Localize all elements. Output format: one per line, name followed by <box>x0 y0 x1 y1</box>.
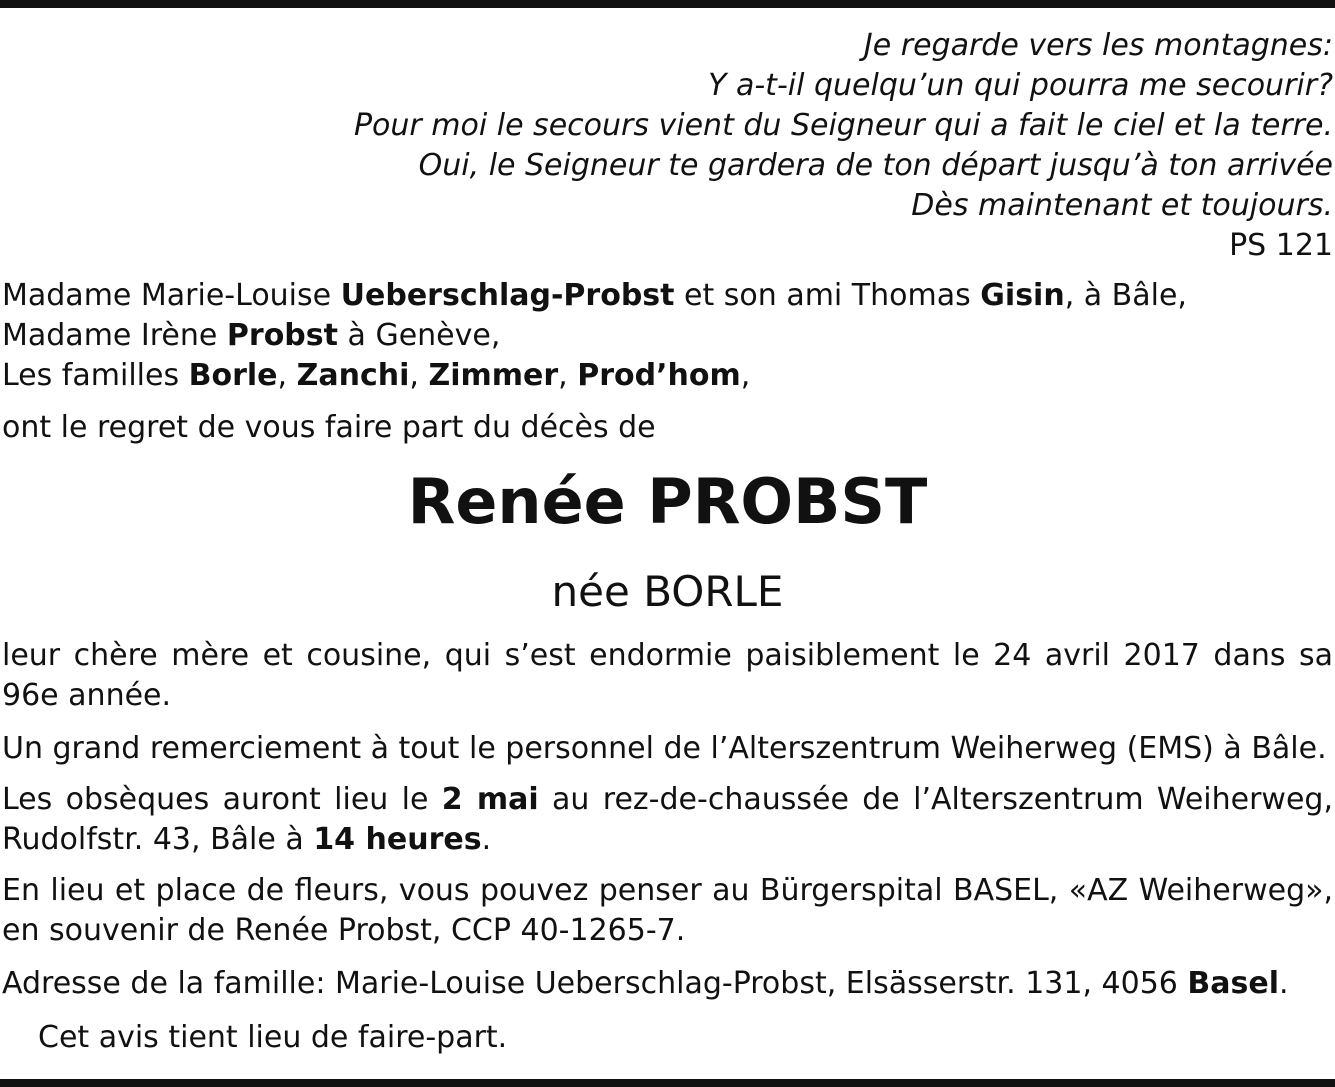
family-surname: Gisin <box>980 278 1065 313</box>
family-line-3 <box>2 356 1333 396</box>
psalm-reference: PS 121 <box>1229 228 1333 263</box>
funeral-date: 2 mai <box>441 782 539 817</box>
psalm-line: Dès maintenant et toujours. <box>911 188 1333 223</box>
announcement-text: ont le regret de vous faire part du décès de <box>2 410 656 445</box>
body-text: au rez-de-chaussée de l’Alterszentrum Weiherweg, Rudolfstr. 43, Bâle à <box>2 782 1333 857</box>
family-surname: Zanchi <box>296 358 410 393</box>
body-paragraph-3 <box>2 780 1333 860</box>
family-text: Les familles <box>2 358 189 393</box>
funeral-time: 14 heures <box>313 822 482 857</box>
top-border-rule <box>0 0 1335 8</box>
psalm-line: Oui, le Seigneur te gardera de ton départ jusqu’à ton arrivée <box>418 148 1333 183</box>
family-text: Madame Irène <box>2 318 227 353</box>
family-list <box>2 276 1333 396</box>
family-surname: Probst <box>226 318 338 353</box>
bottom-border-rule <box>0 1079 1335 1087</box>
family-text: , <box>558 358 578 393</box>
family-text: , <box>740 358 751 393</box>
body-text: Les obsèques auront lieu le <box>2 782 442 817</box>
deceased-name: Renée PROBST <box>407 465 928 538</box>
family-text: et son ami Thomas <box>674 278 981 313</box>
family-surname: Borle <box>188 358 278 393</box>
family-text: , <box>277 358 297 393</box>
closing-note: Cet avis tient lieu de faire-part. <box>38 1020 508 1055</box>
family-text: Madame Marie-Louise <box>2 278 341 313</box>
body-paragraph-1: leur chère mère et cousine, qui s’est endormie paisiblement le 24 avril 2017 dans sa 96e année. <box>2 638 1333 713</box>
body-text: . <box>481 822 492 857</box>
body-text: Adresse de la famille: Marie-Louise Ueberschlag-Probst, Elsässerstr. 131, 4056 <box>2 966 1188 1001</box>
deceased-birth-name: née BORLE <box>551 567 784 616</box>
family-surname: Ueberschlag-Probst <box>340 278 675 313</box>
family-text: , <box>409 358 429 393</box>
psalm-line: Pour moi le secours vient du Seigneur qui a fait le ciel et la terre. <box>353 108 1333 143</box>
family-address <box>2 964 1333 1004</box>
family-line-2 <box>2 316 1333 356</box>
psalm-line: Je regarde vers les montagnes: <box>863 28 1333 63</box>
psalm-line: Y a-t-il quelqu’un qui pourra me secourir? <box>708 68 1333 103</box>
family-text: , à Bâle, <box>1064 278 1187 313</box>
body-paragraph-4: En lieu et place de fleurs, vous pouvez penser au Bürgerspital BASEL, «AZ Weiherweg», en souvenir de Renée Probst, CCP 40-1265-7. <box>2 873 1333 948</box>
family-text: à Genève, <box>337 318 501 353</box>
family-surname: Prod’hom <box>577 358 741 393</box>
psalm-quote <box>2 26 1333 266</box>
address-city: Basel <box>1187 966 1280 1001</box>
family-surname: Zimmer <box>428 358 559 393</box>
body-paragraph-2: Un grand remerciement à tout le personnel de l’Alterszentrum Weiherweg (EMS) à Bâle. <box>2 731 1327 766</box>
family-line-1 <box>2 276 1333 316</box>
body-text: . <box>1279 966 1289 1001</box>
